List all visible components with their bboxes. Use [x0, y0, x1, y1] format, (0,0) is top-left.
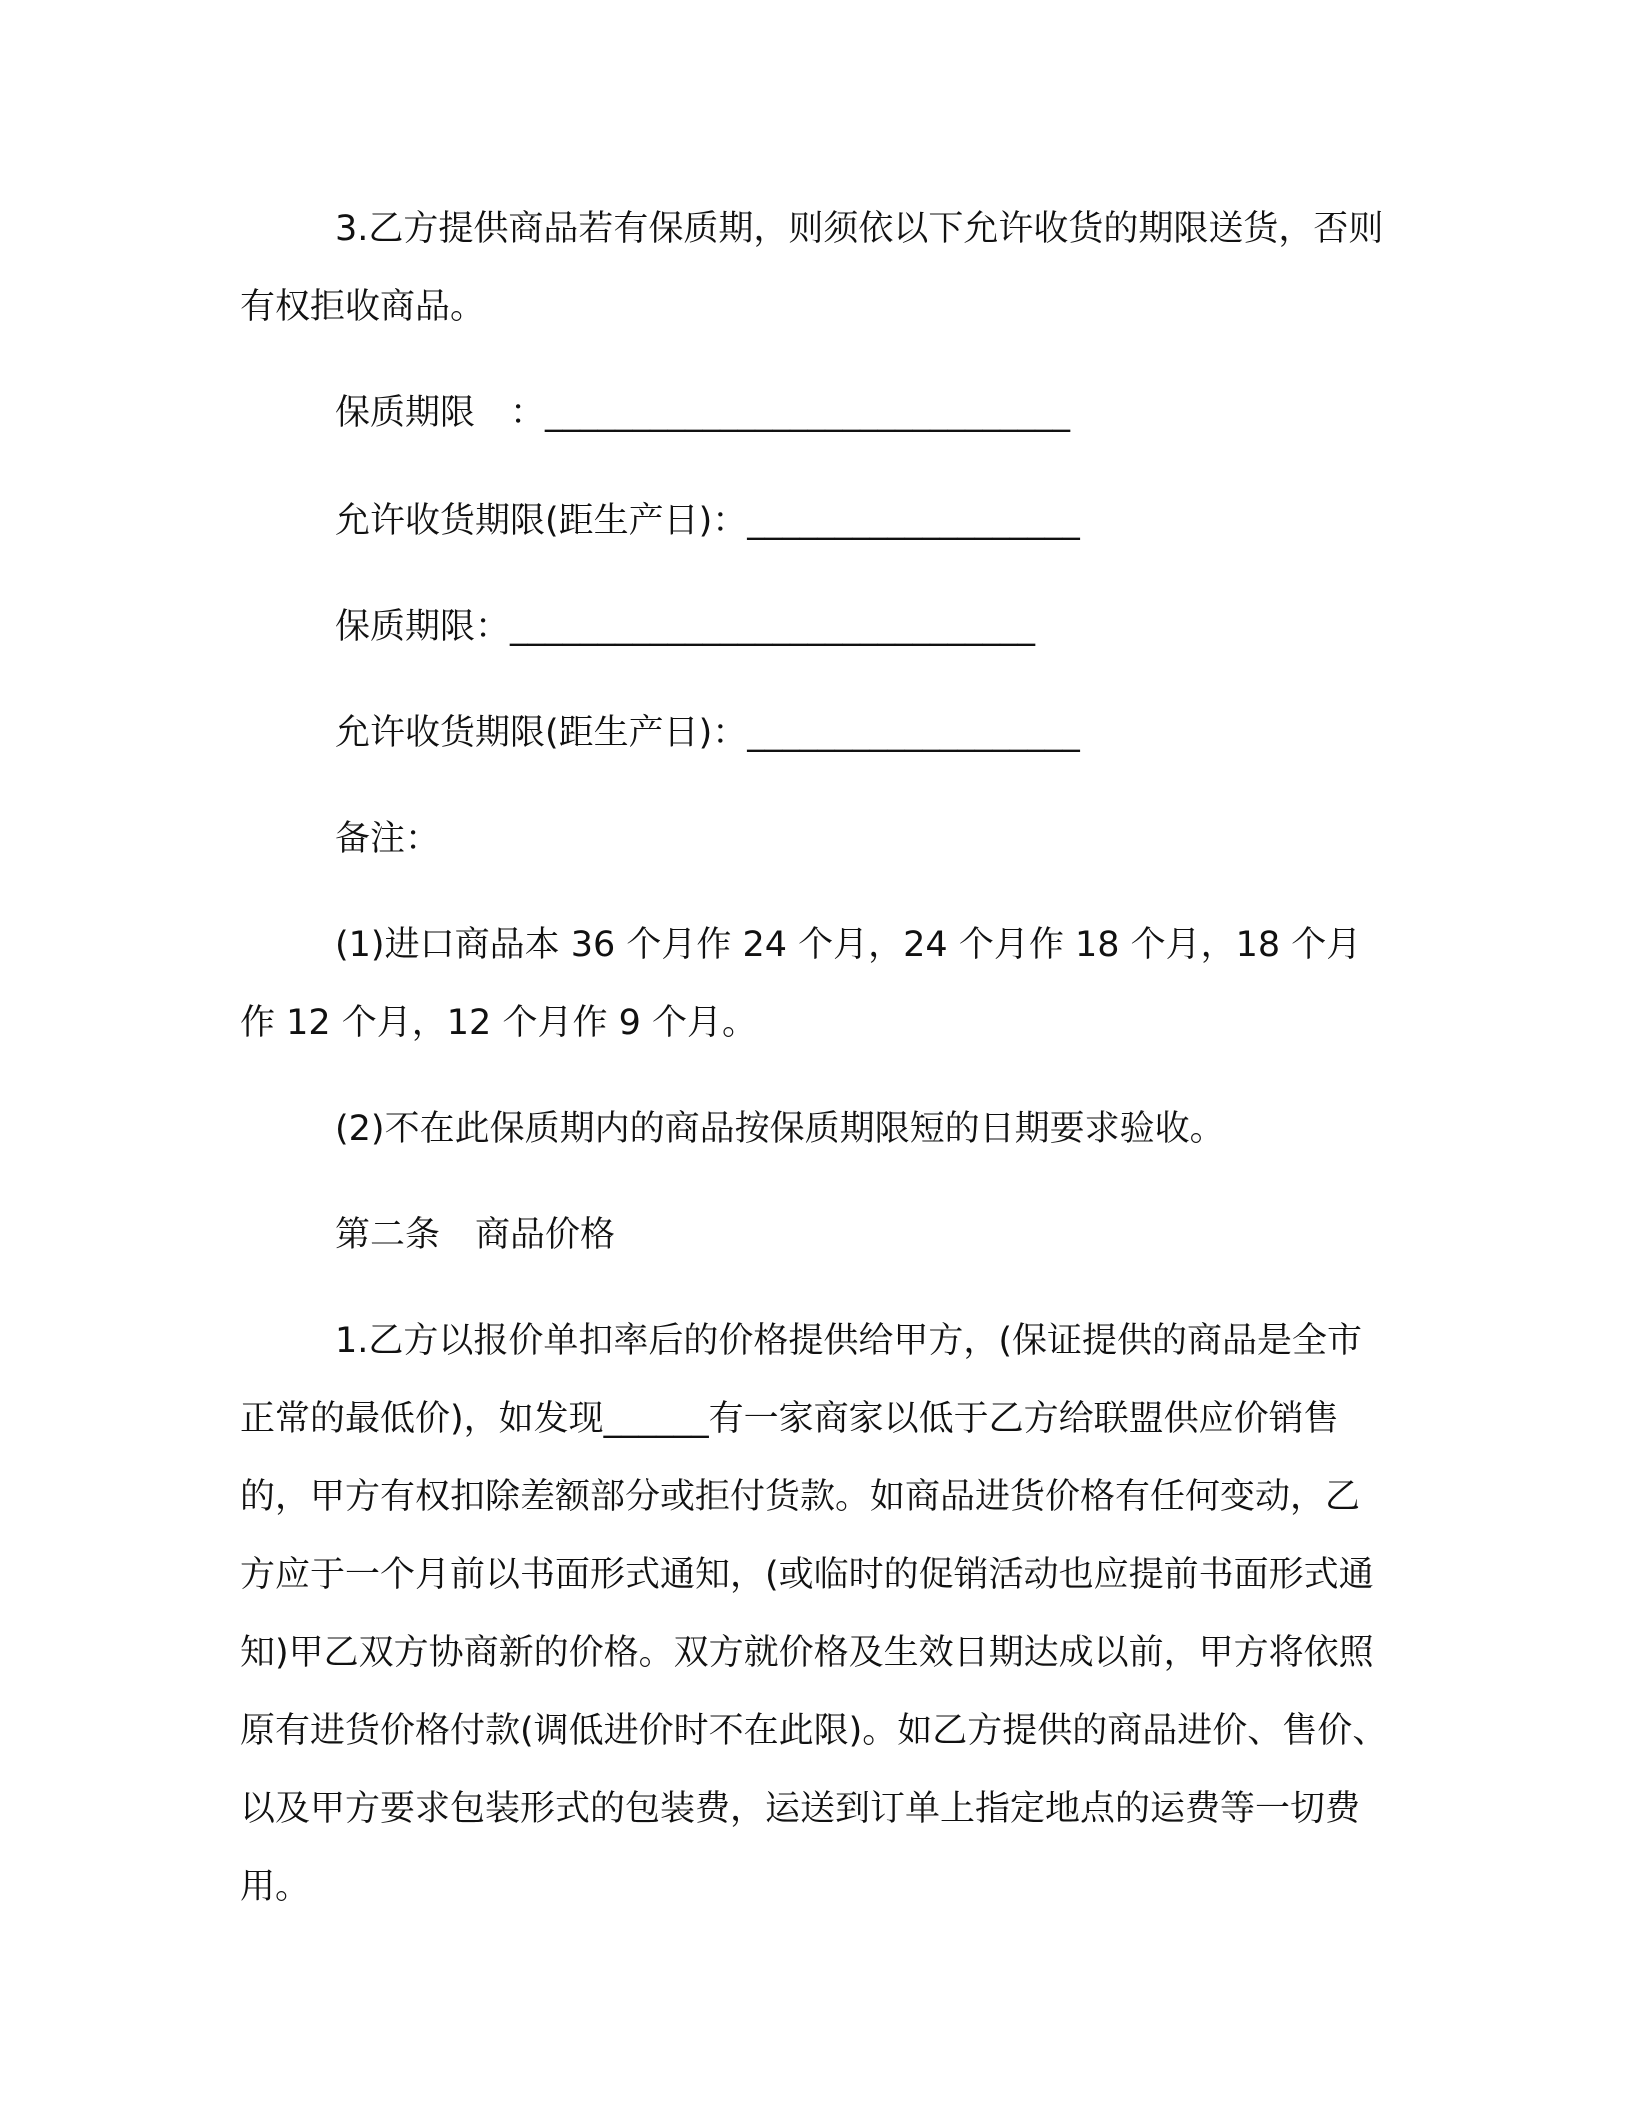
shelf-life-field-2: 保质期限：______________________________	[335, 607, 1036, 647]
remark-title: 备注：	[335, 819, 441, 859]
document-body	[240, 190, 1390, 1926]
spacer	[240, 452, 1390, 482]
spacer	[240, 1168, 1390, 1196]
spacer	[240, 1274, 1390, 1302]
spacer	[240, 346, 1390, 374]
article-2-paragraph-1: 1.乙方以报价单扣率后的价格提供给甲方，(保证提供的商品是全市正常的最低价)，如发现______有一家商家以低于乙方给联盟供应价销售的，甲方有权扣除差额部分或拒付货款。如商品进货价格有任何变动，乙方应于一个月前以书面形式通知，(或临时的促销活动也应提前书面形式通知)甲乙双方协商新的价格。双方就价格及生效日期达成以前，甲方将依照原有进货价格付款(调低进价时不在此限)。如乙方提供的商品进价、售价、以及甲方要求包装形式的包装费，运送到订单上指定地点的运费等一切费用。	[240, 1321, 1388, 1907]
spacer	[240, 560, 1390, 588]
spacer	[240, 772, 1390, 800]
spacer	[240, 878, 1390, 906]
allowed-receipt-period-field-2: 允许收货期限(距生产日)：___________________	[335, 713, 1080, 753]
spacer	[240, 666, 1390, 694]
remark-1-paragraph: (1)进口商品本 36 个月作 24 个月，24 个月作 18 个月，18 个月作 12 个月，12 个月作 9 个月。	[240, 925, 1362, 1043]
article-2-heading: 第二条 商品价格	[335, 1215, 616, 1255]
spacer	[240, 1062, 1390, 1090]
shelf-life-field-1: 保质期限 ：______________________________	[335, 393, 1071, 433]
clause-3-paragraph: 3.乙方提供商品若有保质期，则须依以下允许收货的期限送货，否则有权拒收商品。	[240, 209, 1384, 327]
remark-2-paragraph: (2)不在此保质期内的商品按保质期限短的日期要求验收。	[335, 1109, 1225, 1149]
allowed-receipt-period-field-1: 允许收货期限(距生产日)：___________________	[335, 501, 1080, 541]
